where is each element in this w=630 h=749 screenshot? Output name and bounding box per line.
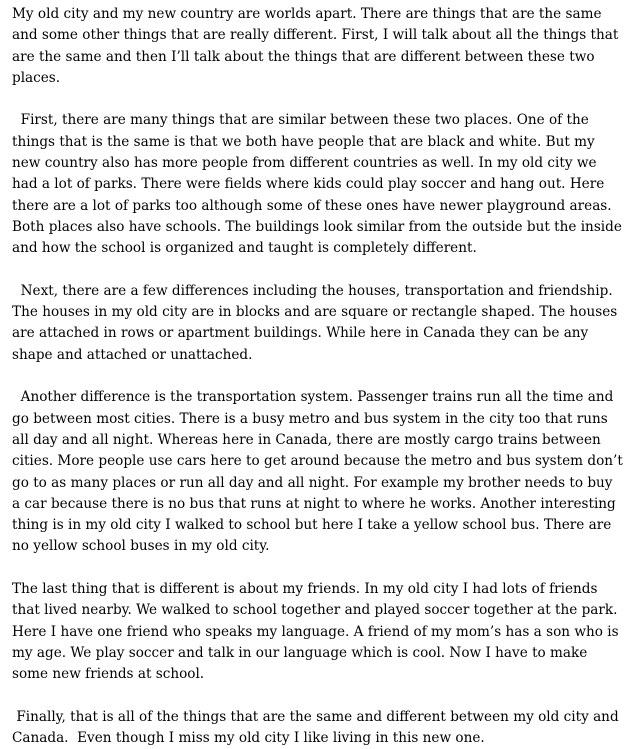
essay-document	[12, 4, 628, 749]
paragraph-similarities: First, there are many things that are similar between these two places. One of the things that is the same is that we both have people that are black and white. But my new country also has more people from different countries as well. In my old city we had a lot of parks. There were fields where kids could play soccer and hang out. Here there are a lot of parks too although some of these ones have newer playground areas. Both places also have schools. The buildings look similar from the outside but the inside and how the school is organized and taught is completely different.	[12, 112, 627, 257]
paragraph-conclusion: Finally, that is all of the things that are the same and different between my old city and Canada. Even though I miss my old city I like living in this new one.	[12, 708, 623, 747]
paragraph-houses: Next, there are a few differences including the houses, transportation and friendship. The houses in my old city are in blocks and are square or rectangle shaped. The houses are attached in rows or apartment buildings. While here in Canada they can be any shape and attached or unattached.	[12, 282, 622, 363]
paragraph-intro: My old city and my new country are worlds apart. There are things that are the same and some other things that are really different. First, I will talk about all the things that are the same and then I’ll talk about the things that are different between these two places.	[12, 6, 623, 86]
paragraph-friends: The last thing that is different is about my friends. In my old city I had lots of friends that lived nearby. We walked to school together and played soccer together at the park. Here I have one friend who speaks my language. A friend of my mom’s has a son who is my age. We play soccer and talk in our language which is cool. Now I have to make some new friends at school.	[12, 581, 623, 683]
paragraph-transportation: Another difference is the transportation system. Passenger trains run all the time and go between most cities. There is a busy metro and bus system in the city too that runs all day and all night. Whereas here in Canada, there are mostly cargo trains between cities. More people use cars here to get around because the metro and bus system don’t go to as many places or run all day and all night. For example my brother needs to buy a car because there is no bus that runs at night to where he works. Another interesting thing is in my old city I walked to school but here I take a yellow school bus. There are no yellow school buses in my old city.	[12, 389, 628, 555]
